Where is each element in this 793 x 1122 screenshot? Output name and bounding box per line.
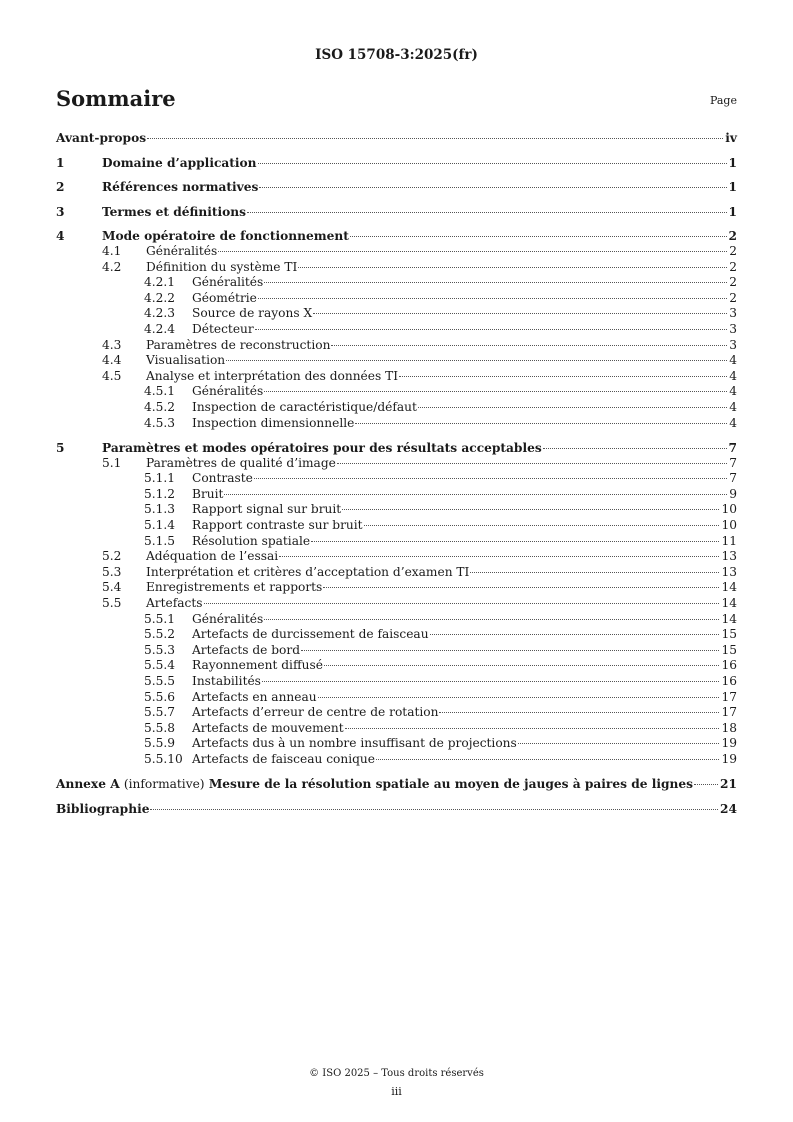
- toc-entry-number: 4.2.1: [144, 275, 176, 290]
- dot-leader: [218, 251, 727, 252]
- toc-entry-page: 1: [728, 204, 737, 219]
- toc-entry-number: 4: [56, 229, 65, 243]
- toc-entry-number: 5.5.5: [144, 673, 176, 688]
- dot-leader: [264, 282, 727, 283]
- toc-entry[interactable]: [56, 384, 737, 400]
- toc-entry[interactable]: [56, 690, 737, 706]
- toc-entry-number: 3: [56, 204, 65, 219]
- toc-entry[interactable]: [56, 353, 737, 369]
- toc-entry-page: 10: [721, 518, 737, 532]
- toc-entry-number: 5.1.3: [144, 502, 176, 517]
- toc-entry-number: 5.5.7: [144, 705, 176, 720]
- toc-entry-page: 4: [729, 384, 737, 399]
- toc-entry[interactable]: [56, 643, 737, 659]
- toc-entry-title: Généralités: [146, 244, 218, 258]
- dot-leader: [518, 743, 720, 744]
- toc-entry-number: 5.1.1: [144, 471, 176, 486]
- table-of-contents: [56, 130, 737, 817]
- annex-label: Annexe A: [56, 777, 120, 791]
- toc-entry-page: 3: [729, 321, 737, 336]
- toc-entry-number: 5.1: [102, 455, 122, 470]
- dot-leader: [254, 478, 727, 479]
- toc-entry[interactable]: [56, 400, 737, 416]
- toc-entry[interactable]: [56, 471, 737, 487]
- toc-entry[interactable]: [56, 260, 737, 276]
- dot-leader: [204, 603, 720, 604]
- toc-entry-number: 4.5.2: [144, 399, 176, 414]
- toc-entry[interactable]: [56, 658, 737, 674]
- toc-entry[interactable]: [56, 306, 737, 322]
- toc-entry-title: Enregistrements et rapports: [146, 580, 323, 595]
- toc-entry-title: Artefacts dus à un nombre insuffisant de projections: [192, 736, 517, 751]
- dot-leader: [470, 572, 719, 573]
- toc-entry[interactable]: [56, 275, 737, 291]
- toc-entry-title: Inspection de caractéristique/défaut: [192, 399, 417, 414]
- toc-entry-page: 19: [721, 736, 737, 751]
- toc-entry-page: 10: [721, 502, 737, 517]
- toc-entry-page: 16: [721, 673, 737, 688]
- toc-entry-number: 4.2.2: [144, 290, 176, 305]
- toc-entry[interactable]: [56, 322, 737, 338]
- toc-entry[interactable]: [56, 549, 737, 565]
- dot-leader: [376, 759, 719, 760]
- toc-entry-title: Artefacts: [146, 595, 203, 610]
- toc-entry-page: 2: [729, 244, 737, 258]
- dot-leader: [264, 619, 719, 620]
- toc-entry-title: Instabilités: [192, 673, 261, 688]
- toc-entry-number: 4.3: [102, 337, 122, 352]
- dot-leader: [350, 236, 727, 237]
- annex-qualifier: (informative): [123, 777, 205, 791]
- toc-entry-page: 4: [729, 415, 737, 430]
- dot-leader: [543, 448, 727, 449]
- toc-entry[interactable]: [56, 612, 737, 628]
- toc-entry-page: 2: [728, 229, 737, 243]
- toc-entry-title: Avant-propos: [56, 131, 147, 145]
- toc-entry-page: 3: [729, 306, 737, 321]
- toc-entry-number: 4.4: [102, 353, 122, 368]
- toc-entry-title: Artefacts d’erreur de centre de rotation: [192, 705, 439, 720]
- dot-leader: [279, 556, 719, 557]
- toc-entry[interactable]: [56, 244, 737, 260]
- toc-entry-page: 21: [720, 777, 737, 791]
- toc-entry-number: 5.4: [102, 580, 122, 595]
- toc-entry-title: Paramètres de reconstruction: [146, 337, 331, 352]
- toc-entry-title: Artefacts de durcissement de faisceau: [192, 627, 429, 642]
- toc-entry[interactable]: [56, 155, 737, 171]
- toc-entry-number: 5.5.1: [144, 611, 176, 626]
- dot-leader: [259, 187, 726, 188]
- toc-entry-number: 4.2.3: [144, 306, 176, 321]
- dot-leader: [226, 360, 727, 361]
- toc-entry[interactable]: [56, 338, 737, 354]
- toc-entry-title: Généralités: [192, 275, 264, 290]
- toc-entry-title: Visualisation: [146, 353, 226, 368]
- toc-entry-title: Artefacts de faisceau conique: [192, 751, 375, 766]
- toc-entry-number: 4.2: [102, 259, 122, 274]
- toc-entry-title: Références normatives: [102, 180, 259, 194]
- toc-entry-title: Artefacts de mouvement: [192, 720, 344, 735]
- dot-leader: [331, 345, 727, 346]
- document-id-header: ISO 15708-3:2025(fr): [315, 47, 478, 63]
- toc-entry-page: iv: [725, 131, 737, 145]
- toc-entry-page: 16: [721, 658, 737, 673]
- dot-leader: [258, 163, 727, 164]
- toc-entry[interactable]: [56, 565, 737, 581]
- dot-leader: [311, 541, 719, 542]
- toc-entry-page: 13: [721, 549, 737, 564]
- toc-entry-page: 1: [728, 155, 737, 170]
- dot-leader: [313, 313, 727, 314]
- dot-leader: [150, 809, 718, 810]
- toc-entry-number: 4.5.3: [144, 415, 176, 430]
- toc-entry[interactable]: [56, 752, 737, 768]
- toc-entry-number: 5.5.4: [144, 658, 176, 673]
- toc-entry[interactable]: [56, 291, 737, 307]
- toc-entry-page: 14: [721, 611, 737, 626]
- toc-entry-page: 14: [721, 595, 737, 610]
- toc-entry-title: Artefacts de bord: [192, 642, 301, 657]
- dot-leader: [364, 525, 720, 526]
- page-column-label: Page: [709, 94, 737, 107]
- toc-entry-number: 4.1: [102, 244, 122, 258]
- toc-entry-title: Mode opératoire de fonctionnement: [102, 229, 349, 243]
- toc-entry-page: 2: [729, 259, 737, 274]
- toc-entry-number: 5.5.3: [144, 642, 176, 657]
- toc-entry-number: 5.1.4: [144, 518, 176, 532]
- toc-entry-page: 7: [729, 455, 737, 470]
- toc-entry-number: 5.3: [102, 564, 122, 579]
- toc-entry-title: Domaine d’application: [102, 155, 257, 170]
- dot-leader: [345, 728, 720, 729]
- toc-entry-title: Généralités: [192, 611, 264, 626]
- toc-entry-title: Bruit: [192, 486, 224, 501]
- toc-entry-page: 15: [721, 627, 737, 642]
- toc-entry-number: 5.5.10: [144, 751, 183, 766]
- toc-entry-title: Rapport signal sur bruit: [192, 502, 342, 517]
- annex-title: Mesure de la résolution spatiale au moyen de jauges à paires de lignes: [208, 777, 693, 791]
- toc-entry-title: Source de rayons X: [192, 306, 313, 321]
- toc-entry[interactable]: [56, 369, 737, 385]
- toc-entry-number: 4.5.1: [144, 384, 176, 399]
- toc-entry-page: 18: [721, 720, 737, 735]
- toc-entry-page: 4: [729, 353, 737, 368]
- toc-entry-number: 5.5.8: [144, 720, 176, 735]
- toc-entry-title: Contraste: [192, 471, 253, 486]
- toc-entry-number: 1: [56, 155, 65, 170]
- toc-entry-page: 1: [728, 180, 737, 194]
- toc-entry-page: 3: [729, 337, 737, 352]
- toc-entry[interactable]: [56, 179, 737, 195]
- toc-entry[interactable]: [56, 580, 737, 596]
- toc-entry-title: Généralités: [192, 384, 264, 399]
- dot-leader: [262, 681, 720, 682]
- toc-entry-title: Résolution spatiale: [192, 533, 311, 548]
- toc-entry[interactable]: [56, 518, 737, 534]
- toc-entry[interactable]: [56, 487, 737, 503]
- toc-entry-title: Artefacts en anneau: [192, 689, 317, 704]
- dot-leader: [418, 407, 727, 408]
- dot-leader: [298, 267, 727, 268]
- toc-entry[interactable]: [56, 674, 737, 690]
- dot-leader: [324, 665, 720, 666]
- toc-entry-page: 7: [729, 471, 737, 486]
- toc-entry[interactable]: [56, 130, 737, 146]
- toc-entry-page: 13: [721, 564, 737, 579]
- toc-entry-number: 5.1.2: [144, 486, 176, 501]
- toc-entry-title: Adéquation de l’essai: [146, 549, 279, 564]
- toc-entry-page: 11: [721, 533, 737, 548]
- toc-entry-title: Paramètres de qualité d’image: [146, 455, 336, 470]
- toc-entry-number: 5.5: [102, 595, 122, 610]
- toc-entry-page: 15: [721, 642, 737, 657]
- toc-entry-title: Paramètres et modes opératoires pour des résultats acceptables: [102, 440, 542, 455]
- page-folio: iii: [391, 1085, 402, 1098]
- dot-leader: [355, 423, 727, 424]
- toc-entry[interactable]: [56, 776, 737, 792]
- dot-leader: [318, 697, 720, 698]
- toc-entry-title: Interprétation et critères d’acceptation d’examen TI: [146, 564, 470, 579]
- toc-entry-page: 7: [728, 440, 737, 455]
- toc-entry-number: 4.2.4: [144, 321, 176, 336]
- copyright-footer: © ISO 2025 – Tous droits réservés: [309, 1068, 484, 1079]
- toc-entry[interactable]: [56, 204, 737, 220]
- toc-entry-title: Géométrie: [192, 290, 257, 305]
- toc-entry-title: Rayonnement diffusé: [192, 658, 323, 673]
- toc-entry-number: 2: [56, 180, 65, 194]
- dot-leader: [694, 784, 718, 785]
- dot-leader: [255, 329, 728, 330]
- toc-entry[interactable]: [56, 416, 737, 432]
- toc-entry-number: 4.5: [102, 368, 122, 383]
- toc-entry-page: 4: [729, 399, 737, 414]
- toc-entry[interactable]: [56, 721, 737, 737]
- toc-entry-title: Termes et définitions: [102, 204, 246, 219]
- toc-entry-number: 5.5.6: [144, 689, 176, 704]
- toc-entry[interactable]: [56, 228, 737, 244]
- page-title: Sommaire: [56, 86, 176, 111]
- toc-entry-number: 5.2: [102, 549, 122, 564]
- toc-entry-number: 5: [56, 440, 65, 455]
- dot-leader: [147, 138, 723, 139]
- toc-entry-number: 5.5.9: [144, 736, 176, 751]
- toc-entry-title: Détecteur: [192, 321, 254, 336]
- toc-entry-page: 19: [721, 751, 737, 766]
- toc-entry-page: 2: [729, 290, 737, 305]
- toc-entry[interactable]: [56, 596, 737, 612]
- toc-entry[interactable]: [56, 502, 737, 518]
- toc-entry-title: [56, 776, 693, 792]
- toc-entry[interactable]: [56, 627, 737, 643]
- toc-entry[interactable]: [56, 456, 737, 472]
- toc-entry-number: 5.1.5: [144, 533, 176, 548]
- toc-entry[interactable]: [56, 534, 737, 550]
- dot-leader: [430, 634, 720, 635]
- dot-leader: [264, 391, 727, 392]
- toc-entry[interactable]: [56, 801, 737, 817]
- toc-entry-page: 24: [720, 801, 737, 816]
- toc-entry-title: Bibliographie: [56, 801, 150, 816]
- toc-entry-page: 17: [721, 689, 737, 704]
- toc-entry-page: 2: [729, 275, 737, 290]
- dot-leader: [399, 376, 727, 377]
- title-row: [56, 86, 737, 111]
- toc-entry[interactable]: [56, 705, 737, 721]
- toc-entry[interactable]: [56, 440, 737, 456]
- toc-entry-title: Analyse et interprétation des données TI: [146, 368, 399, 383]
- dot-leader: [323, 587, 719, 588]
- toc-entry-title: Inspection dimensionnelle: [192, 415, 355, 430]
- toc-entry-page: 14: [721, 580, 737, 595]
- dot-leader: [258, 298, 727, 299]
- toc-entry-page: 4: [729, 368, 737, 383]
- toc-entry-title: Définition du système TI: [146, 259, 298, 274]
- toc-entry[interactable]: [56, 736, 737, 752]
- dot-leader: [301, 650, 719, 651]
- toc-entry-page: 17: [721, 705, 737, 720]
- dot-leader: [247, 212, 727, 213]
- dot-leader: [342, 509, 719, 510]
- dot-leader: [224, 494, 727, 495]
- toc-entry-number: 5.5.2: [144, 627, 176, 642]
- toc-entry-page: 9: [729, 486, 737, 501]
- dot-leader: [337, 463, 727, 464]
- toc-entry-title: Rapport contraste sur bruit: [192, 518, 363, 532]
- dot-leader: [439, 712, 719, 713]
